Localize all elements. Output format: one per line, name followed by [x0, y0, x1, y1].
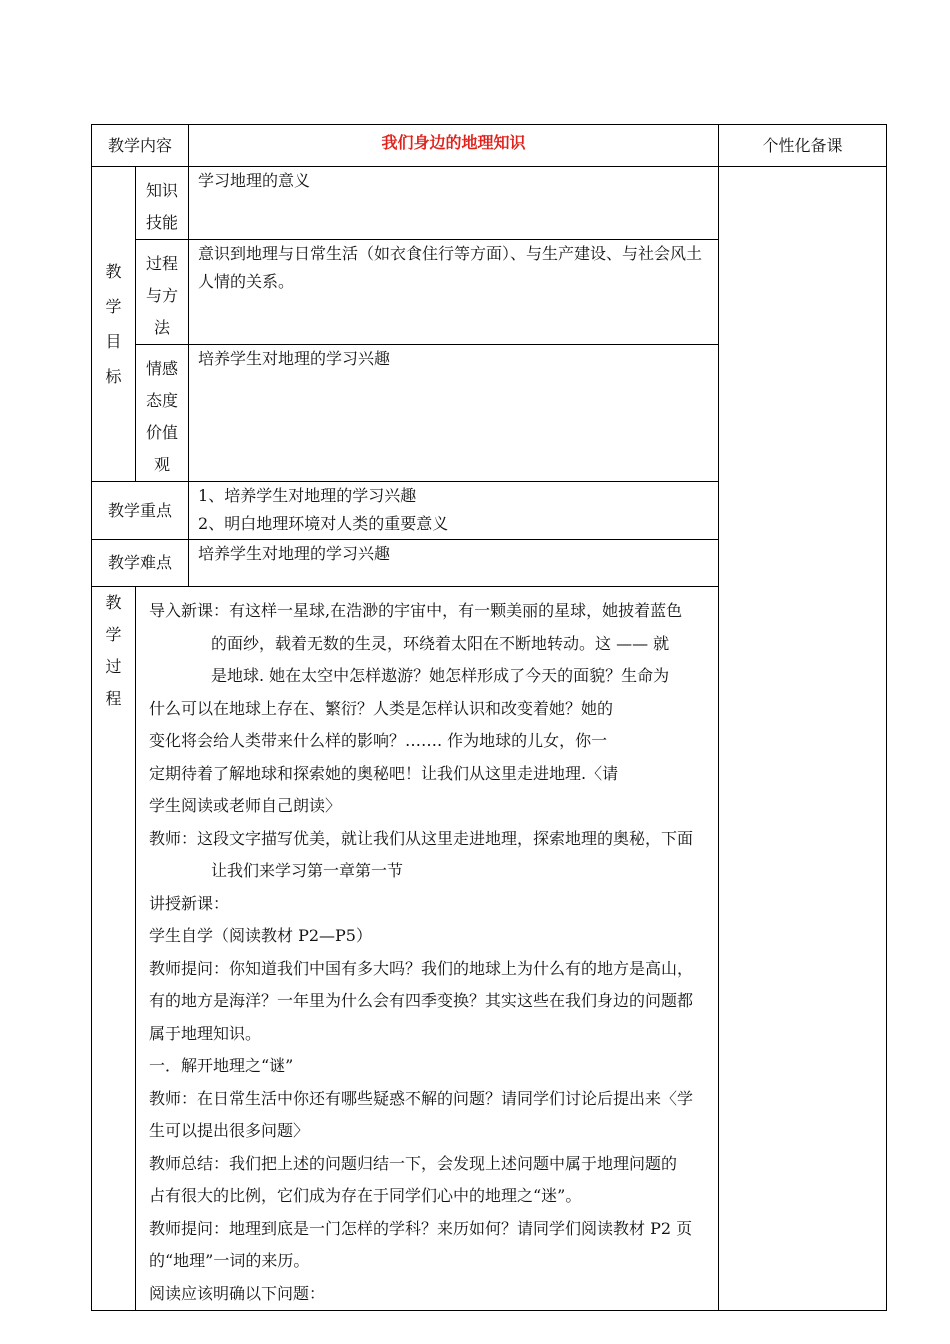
process-line: 变化将会给人类带来什么样的影响？……. 作为地球的儿女，你一	[149, 731, 608, 750]
process-line: 的面纱，载着无数的生灵，环绕着太阳在不断地转动。这 —— 就	[211, 633, 670, 653]
personal-prep-column	[719, 167, 887, 1311]
process-char: 教	[105, 593, 122, 612]
knowledge-label-line: 知识	[146, 181, 179, 200]
objectives-char: 目	[105, 332, 122, 351]
process-method-label	[136, 240, 189, 345]
process-line: 让我们来学习第一章第一节	[211, 861, 404, 880]
process-line: 的“地理”一词的来历。	[149, 1251, 310, 1270]
process-line: 讲授新课：	[149, 893, 230, 913]
difficulty-text: 培养学生对地理的学习兴趣	[189, 540, 719, 587]
difficulty-label: 教学难点	[92, 540, 189, 587]
emotion-text: 培养学生对地理的学习兴趣	[189, 345, 719, 482]
knowledge-text: 学习地理的意义	[189, 167, 719, 240]
process-line: 教师：这段文字描写优美，就让我们从这里走进地理，探索地理的奥秘，下面	[149, 828, 694, 848]
process-char: 过	[105, 657, 122, 676]
process-body	[136, 587, 719, 1311]
process-line: 阅读应该明确以下问题：	[149, 1283, 326, 1303]
process-line: 教师提问：你知道我们中国有多大吗？我们的地球上为什么有的地方是高山，	[149, 958, 694, 978]
process-char: 程	[105, 689, 122, 708]
emotion-label-line: 观	[154, 455, 171, 474]
emotion-label-line: 态度	[146, 391, 179, 410]
process-char: 学	[105, 625, 122, 644]
process-label	[92, 587, 136, 1311]
emotion-label-line: 价值	[146, 423, 179, 442]
knowledge-label-line: 技能	[146, 213, 179, 232]
lesson-title: 我们身边的地理知识	[189, 125, 719, 167]
process-line: 教师：在日常生活中你还有哪些疑惑不解的问题？请同学们讨论后提出来〈学	[149, 1088, 694, 1108]
process-method-label-line: 法	[154, 318, 171, 337]
key-point-item: 2、明白地理环境对人类的重要意义	[198, 514, 449, 533]
lesson-plan-table	[91, 124, 887, 1311]
objectives-char: 标	[105, 367, 122, 386]
process-line: 教师提问：地理到底是一门怎样的学科？来历如何？请同学们阅读教材 P2 页	[149, 1218, 693, 1238]
objective-knowledge-row	[92, 167, 887, 240]
objectives-label	[92, 167, 136, 482]
header-row	[92, 125, 887, 167]
header-content-label: 教学内容	[92, 125, 189, 167]
emotion-label-line: 情感	[146, 359, 179, 378]
process-line: 一．解开地理之“谜”	[149, 1056, 294, 1075]
process-line: 定期待着了解地球和探索她的奥秘吧！让我们从这里走进地理.〈请	[149, 763, 619, 783]
process-line: 属于地理知识。	[149, 1023, 262, 1043]
process-line: 是地球. 她在太空中怎样遨游？她怎样形成了今天的面貌？生命为	[211, 666, 670, 685]
process-method-label-line: 过程	[146, 254, 179, 273]
process-line: 学生自学（阅读教材 P2—P5）	[149, 926, 372, 945]
key-points-label: 教学重点	[92, 482, 189, 540]
objectives-char: 教	[105, 262, 122, 281]
header-personal-prep-label: 个性化备课	[719, 125, 887, 167]
process-line: 占有很大的比例，它们成为存在于同学们心中的地理之“迷”。	[149, 1186, 582, 1205]
process-line: 教师总结：我们把上述的问题归结一下，会发现上述问题中属于地理问题的	[149, 1153, 678, 1173]
process-line: 有的地方是海洋？一年里为什么会有四季变换？其实这些在我们身边的问题都	[149, 991, 694, 1010]
objectives-char: 学	[105, 297, 122, 316]
key-points-list	[189, 482, 719, 540]
process-line: 什么可以在地球上存在、繁衍？人类是怎样认识和改变着她？她的	[149, 698, 614, 718]
process-line: 导入新课：有这样一星球,在浩渺的宇宙中，有一颗美丽的星球，她披着蓝色	[149, 601, 683, 620]
emotion-label	[136, 345, 189, 482]
process-method-label-line: 与方	[146, 286, 179, 305]
process-line: 学生阅读或老师自己朗读〉	[149, 796, 342, 815]
knowledge-label	[136, 167, 189, 240]
process-line: 生可以提出很多问题〉	[149, 1121, 310, 1140]
key-point-item: 1、培养学生对地理的学习兴趣	[198, 486, 417, 505]
process-method-text: 意识到地理与日常生活（如衣食住行等方面）、与生产建设、与社会风土人情的关系。	[189, 240, 719, 345]
